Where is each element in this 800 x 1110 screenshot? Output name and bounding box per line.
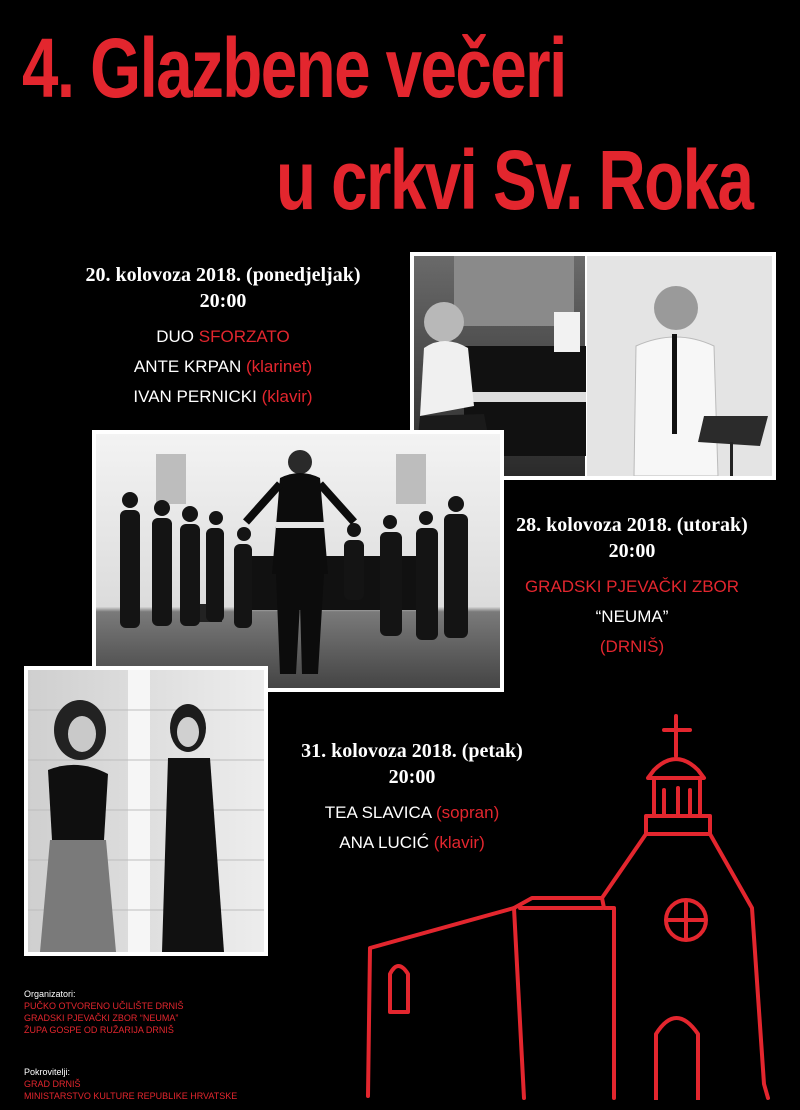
organizers-label: Organizatori:: [24, 989, 76, 999]
performer-name: ANTE KRPAN: [133, 357, 246, 376]
event-1-ensemble-name: SFORZATO: [198, 327, 290, 346]
event-3-date: 31. kolovoza 2018. (petak): [301, 740, 523, 762]
event-1-ensemble-prefix: DUO: [156, 327, 199, 346]
event-1-time: 20:00: [199, 290, 247, 312]
performer-name: IVAN PERNICKI: [133, 387, 262, 406]
performer-role: (klarinet): [245, 357, 313, 376]
photo-slavica-lucic: [24, 666, 268, 956]
organizers-block: [24, 988, 184, 1036]
event-2-time: 20:00: [608, 540, 656, 562]
event-2-place: (DRNIŠ): [599, 637, 665, 656]
performer-name: TEA SLAVICA: [324, 803, 436, 822]
sponsors-block: [24, 1066, 237, 1102]
sponsor-item: GRAD DRNIŠ: [24, 1079, 81, 1089]
poster-title-line-1: 4. Glazbene večeri: [22, 21, 566, 115]
performer-role: (sopran): [435, 803, 500, 822]
poster-title-line-2: u crkvi Sv. Roka: [276, 133, 753, 227]
event-1-performer-2: [40, 382, 406, 412]
event-2-date: 28. kolovoza 2018. (utorak): [516, 514, 748, 536]
organizer-item: PUČKO OTVORENO UČILIŠTE DRNIŠ: [24, 1001, 184, 1011]
event-3-time: 20:00: [388, 766, 436, 788]
event-1: [40, 262, 406, 412]
event-1-date: 20. kolovoza 2018. (ponedjeljak): [85, 264, 361, 286]
sponsor-item: MINISTARSTVO KULTURE REPUBLIKE HRVATSKE: [24, 1091, 238, 1101]
performer-role: (klavir): [433, 833, 485, 852]
event-2-ensemble: GRADSKI PJEVAČKI ZBOR: [524, 577, 740, 596]
performer-role: (klavir): [261, 387, 313, 406]
event-2-name: “NEUMA”: [595, 607, 669, 626]
event-1-performer-1: [40, 352, 406, 382]
photo-choir-neuma: [92, 430, 504, 692]
performer-name: ANA LUCIĆ: [339, 833, 434, 852]
church-drawing-icon: [364, 712, 784, 1100]
organizer-item: ŽUPA GOSPE OD RUŽARIJA DRNIŠ: [24, 1025, 174, 1035]
organizer-item: GRADSKI PJEVAČKI ZBOR “NEUMA”: [24, 1013, 179, 1023]
sponsors-label: Pokrovitelji:: [24, 1067, 71, 1077]
event-1-ensemble: [40, 322, 406, 352]
event-2: [500, 512, 764, 662]
